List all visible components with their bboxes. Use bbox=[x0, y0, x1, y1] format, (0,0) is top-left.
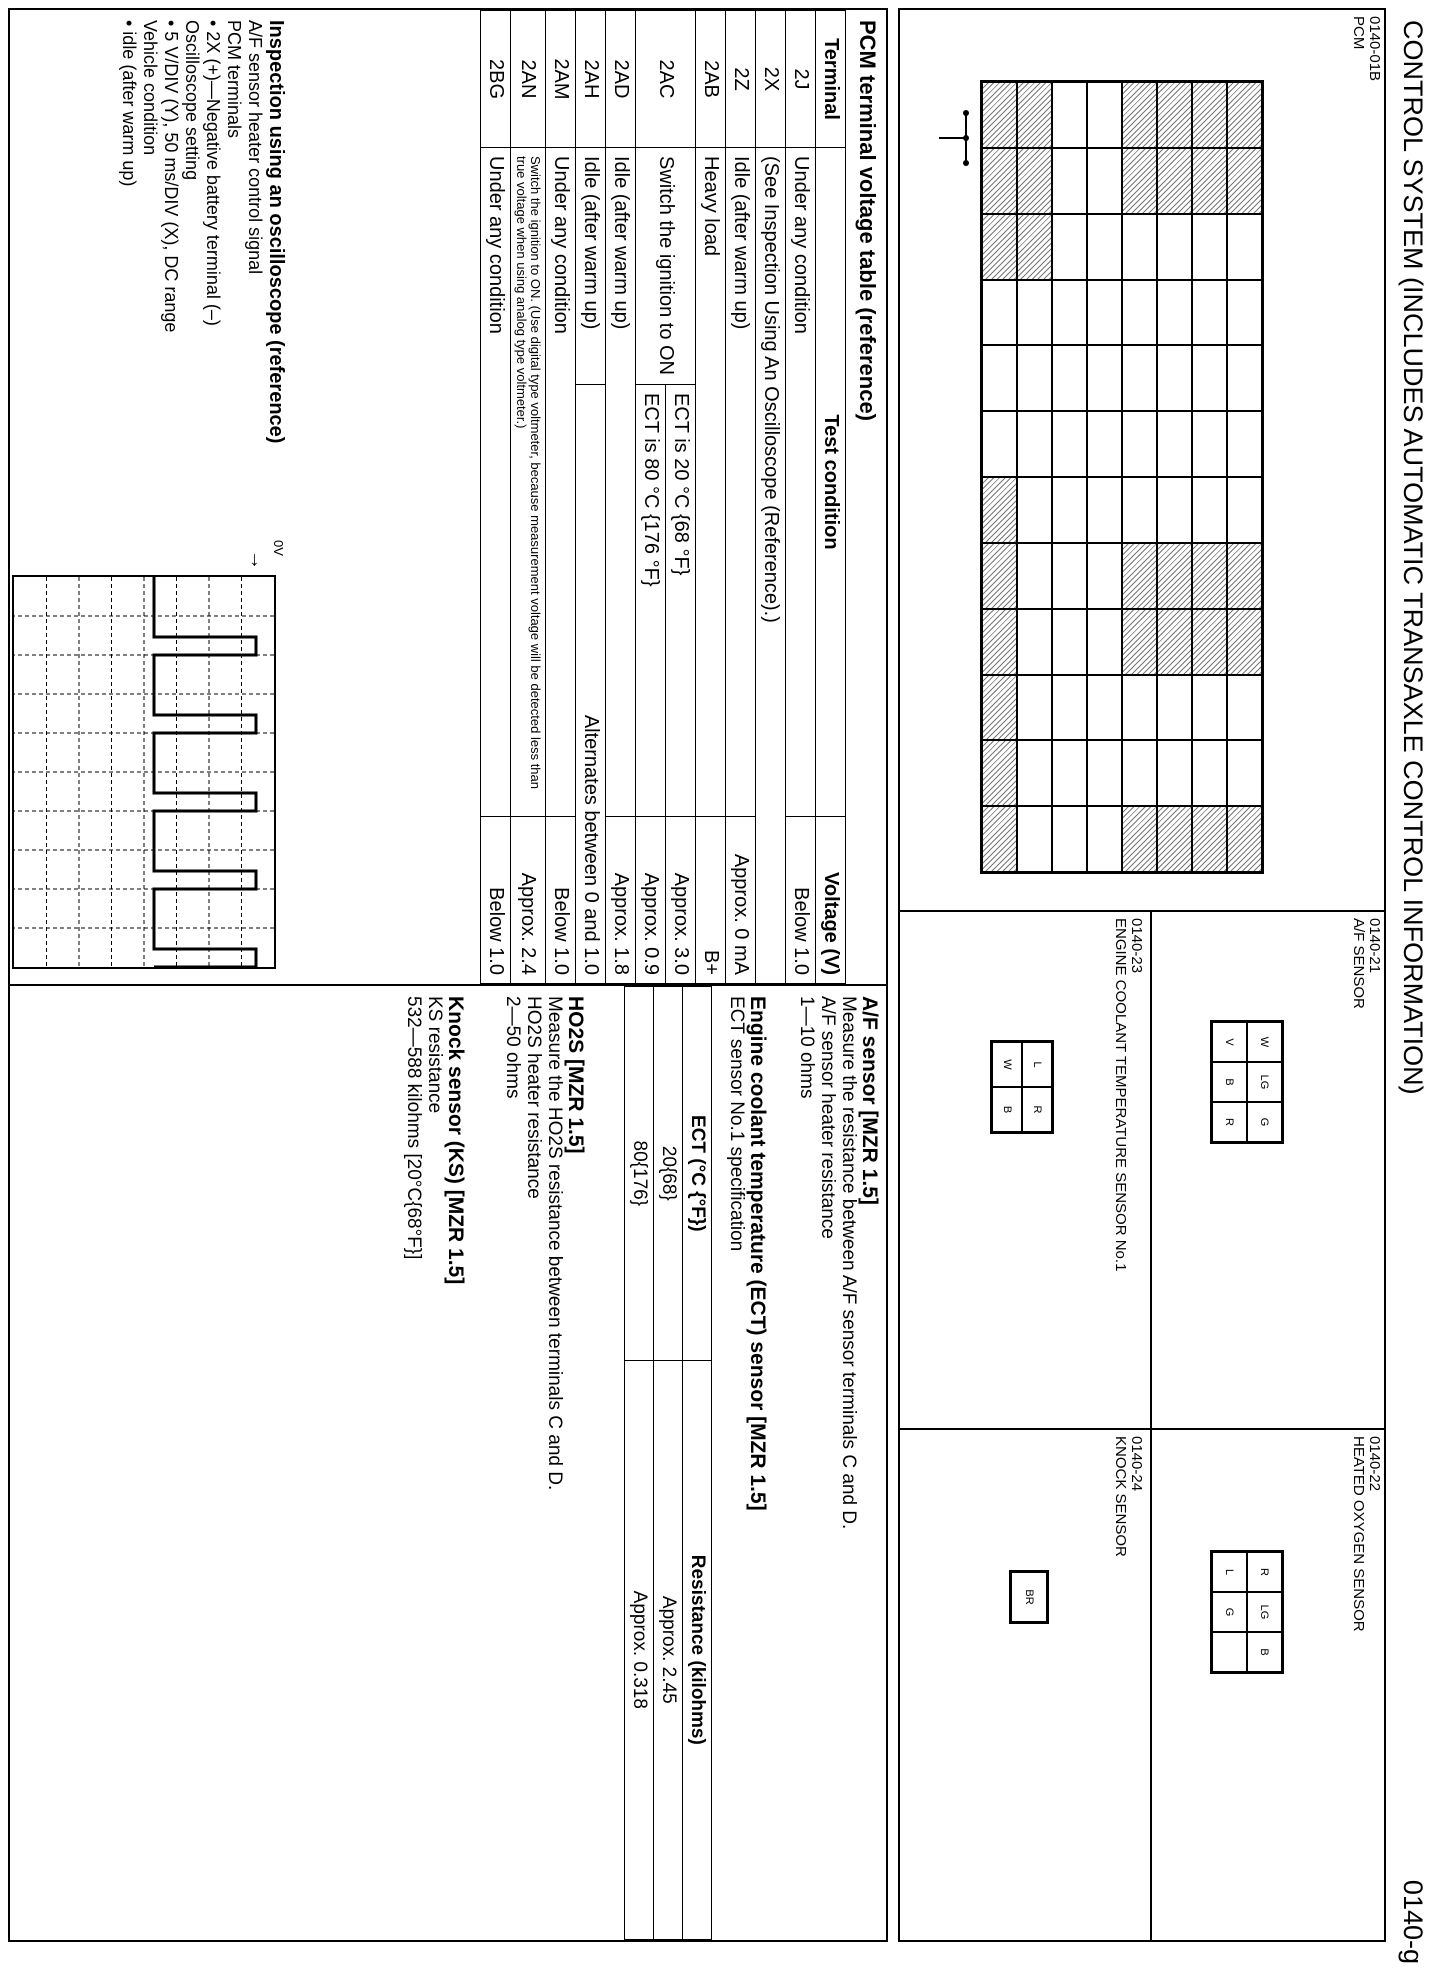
connector-pin bbox=[1122, 82, 1157, 148]
connector-pin: B bbox=[1212, 1062, 1247, 1102]
connector-pin bbox=[982, 609, 1017, 675]
table-row: 2AN Switch the ignition to ON. (Use digital type voltmeter, because measurement voltage will be detected less than true voltage when using analog type voltmeter.) Approx. 2.4 bbox=[511, 11, 546, 984]
table-row: 2BG Under any condition Below 1.0 bbox=[481, 11, 511, 984]
osc-line: Vehicle condition bbox=[140, 20, 160, 156]
connector-pin bbox=[982, 740, 1017, 806]
table-row: 2AB Heavy load B+ bbox=[696, 11, 726, 984]
connector-pin bbox=[1157, 675, 1192, 741]
connector-pin: G bbox=[1247, 1102, 1282, 1142]
connector-pin bbox=[1017, 675, 1052, 741]
connector-pin bbox=[1192, 740, 1227, 806]
connector-pin bbox=[982, 214, 1017, 280]
connector-pin bbox=[1157, 82, 1192, 148]
connector-pin: LG bbox=[1247, 1592, 1282, 1632]
connector-pin bbox=[1017, 806, 1052, 872]
connector-pin bbox=[1227, 675, 1262, 741]
connector-pin bbox=[1087, 345, 1122, 411]
connector-pin bbox=[1052, 214, 1087, 280]
connector-pin bbox=[1122, 675, 1157, 741]
oscilloscope-title: Inspection using an oscilloscope (reference) bbox=[265, 20, 287, 444]
connector-pin bbox=[1157, 345, 1192, 411]
connector-pin bbox=[1052, 280, 1087, 346]
connector-pin bbox=[1017, 214, 1052, 280]
knock-sensor-connector: BR bbox=[1009, 1570, 1049, 1624]
connector-pin: L bbox=[1212, 1552, 1247, 1592]
connector-pin bbox=[1227, 411, 1262, 477]
af-sensor-caption: 0140-21 A/F SENSOR bbox=[1350, 918, 1383, 1009]
connector-pin: B bbox=[992, 1087, 1022, 1132]
connector-pin bbox=[1017, 82, 1052, 148]
connector-pin bbox=[1052, 806, 1087, 872]
arrow-icon: → bbox=[246, 550, 268, 570]
connector-pin: R bbox=[1212, 1102, 1247, 1142]
connector-pin bbox=[1017, 148, 1052, 214]
osc-line: • 2X (+)—Negative battery terminal (–) bbox=[203, 20, 223, 326]
table-row: 2AC Switch the ignition to ON ECT is 20 °C {68 °F} Approx. 3.0 bbox=[666, 11, 696, 984]
connector-pin bbox=[1157, 740, 1192, 806]
connector-pin bbox=[1157, 806, 1192, 872]
connector-pin bbox=[1087, 675, 1122, 741]
table-row: 2AM Under any condition Below 1.0 bbox=[546, 11, 576, 984]
header-ect: ECT (°C {°F}) bbox=[683, 987, 712, 1361]
connector-pin bbox=[1017, 543, 1052, 609]
table-row: ECT is 80 °C {176 °F} Approx. 0.9 bbox=[636, 11, 666, 984]
table-row: 2Z Idle (after warm up) Approx. 0 mA bbox=[726, 11, 756, 984]
connector-pin bbox=[1122, 740, 1157, 806]
connector-pin bbox=[1052, 675, 1087, 741]
connector-pin bbox=[982, 280, 1017, 346]
pcm-voltage-table bbox=[480, 10, 846, 984]
connector-pin bbox=[1087, 806, 1122, 872]
connector-pin bbox=[1227, 740, 1262, 806]
connector-pin bbox=[982, 543, 1017, 609]
header-terminal: Terminal bbox=[816, 11, 846, 148]
connector-pin bbox=[1087, 411, 1122, 477]
connector-pin bbox=[1192, 477, 1227, 543]
connector-pin: V bbox=[1212, 1022, 1247, 1062]
connector-pin bbox=[1227, 806, 1262, 872]
pcm-connector bbox=[980, 80, 1264, 874]
connector-pin bbox=[982, 675, 1017, 741]
osc-line: Oscilloscope setting bbox=[182, 20, 202, 181]
connector-pin bbox=[982, 411, 1017, 477]
knock-sensor-caption: 0140-24 KNOCK SENSOR bbox=[1112, 1436, 1145, 1557]
pcm-bus-symbol bbox=[934, 108, 974, 168]
connector-pin bbox=[1087, 82, 1122, 148]
pcm-voltage-section bbox=[8, 8, 888, 986]
connector-pin bbox=[1122, 345, 1157, 411]
connector-pin bbox=[1157, 477, 1192, 543]
connector-pin bbox=[1017, 740, 1052, 806]
connector-pin bbox=[1192, 675, 1227, 741]
ect-spec: Engine coolant temperature (ECT) sensor [MZR 1.5] ECT sensor No.1 specification bbox=[726, 996, 769, 1511]
af-sensor-connector bbox=[1210, 1020, 1284, 1144]
oscilloscope-section bbox=[118, 20, 286, 580]
connector-pin bbox=[1052, 477, 1087, 543]
connector-pin bbox=[1192, 345, 1227, 411]
connector-pin bbox=[1227, 609, 1262, 675]
connector-pin bbox=[1052, 740, 1087, 806]
connector-pin: W bbox=[1247, 1022, 1282, 1062]
connector-pin bbox=[1017, 345, 1052, 411]
connector-pin bbox=[982, 82, 1017, 148]
connector-pin bbox=[1192, 806, 1227, 872]
connector-pin bbox=[1087, 214, 1122, 280]
connector-pin bbox=[1227, 280, 1262, 346]
ho2s-caption: 0140-22 HEATED OXYGEN SENSOR bbox=[1350, 1436, 1383, 1632]
page-number: 0140-g bbox=[1398, 1879, 1428, 1964]
connector-pin bbox=[1052, 82, 1087, 148]
table-row: 2AH Idle (after warm up) Alternates between 0 and 1.0 bbox=[576, 11, 606, 984]
oscilloscope-waveform bbox=[12, 575, 276, 969]
connector-pin bbox=[1192, 411, 1227, 477]
ho2s-spec: HO2S [MZR 1.5] Measure the HO2S resistance between terminals C and D. HO2S heater resistance 2—50 ohms bbox=[502, 996, 587, 1491]
connector-pin bbox=[982, 477, 1017, 543]
connector-pin bbox=[1122, 280, 1157, 346]
sensor-specs-section bbox=[8, 986, 888, 1942]
header-resistance: Resistance (kilohms) bbox=[683, 1360, 712, 1939]
connector-pin bbox=[1122, 609, 1157, 675]
ect-sensor-connector bbox=[990, 1040, 1054, 1134]
connector-pin bbox=[1157, 609, 1192, 675]
connector-pin bbox=[1017, 609, 1052, 675]
table-row: 2AD Idle (after warm up) Approx. 1.8 bbox=[606, 11, 636, 984]
connector-pin bbox=[1227, 82, 1262, 148]
connector-pin bbox=[1087, 148, 1122, 214]
connector-pin bbox=[1122, 214, 1157, 280]
osc-line: A/F sensor heater control signal bbox=[245, 20, 265, 275]
scope-trace bbox=[154, 577, 256, 967]
osc-line: • 5 V/DIV (Y), 50 ms/DIV (X), DC range bbox=[161, 20, 181, 333]
zero-volt-label: 0V bbox=[271, 540, 286, 556]
connector-pin bbox=[1227, 345, 1262, 411]
connector-pin bbox=[1192, 280, 1227, 346]
connector-pin bbox=[1087, 740, 1122, 806]
connector-pin bbox=[1122, 477, 1157, 543]
connector-pin bbox=[1192, 609, 1227, 675]
table-row: 20{68} Approx. 2.45 bbox=[654, 987, 683, 1940]
connector-pin bbox=[1212, 1632, 1247, 1672]
ect-resistance-table bbox=[624, 986, 712, 1940]
connector-pin bbox=[1052, 609, 1087, 675]
table-row: 2J Under any condition Below 1.0 bbox=[786, 11, 816, 984]
connector-pin bbox=[982, 806, 1017, 872]
connector-pin bbox=[1087, 609, 1122, 675]
connector-pin bbox=[982, 345, 1017, 411]
af-spec: A/F sensor [MZR 1.5] Measure the resistance between A/F sensor terminals C and D. A/F sensor heater resistance 1—10 ohms bbox=[796, 996, 881, 1530]
connector-pin bbox=[1227, 543, 1262, 609]
table-row: 80{176} Approx. 0.318 bbox=[625, 987, 654, 1940]
connector-pin bbox=[982, 148, 1017, 214]
pcm-connector-caption: 0140-01B PCM bbox=[1350, 16, 1383, 82]
ks-spec: Knock sensor (KS) [MZR 1.5] KS resistance 532—588 kilohms [20°C{68°F}] bbox=[403, 996, 467, 1285]
connector-pin bbox=[1052, 148, 1087, 214]
connector-pin bbox=[1227, 148, 1262, 214]
ect-sensor-caption: 0140-23 ENGINE COOLANT TEMPERATURE SENSOR No.1 bbox=[1112, 918, 1145, 1272]
connector-pin bbox=[1227, 214, 1262, 280]
connector-pin: L bbox=[1022, 1042, 1052, 1087]
connector-pin bbox=[1157, 411, 1192, 477]
table-row: 2X (See Inspection Using An Oscilloscope (Reference).) bbox=[756, 11, 786, 984]
connector-pin bbox=[1052, 411, 1087, 477]
header-condition: Test condition bbox=[816, 148, 846, 817]
connector-pin: LG bbox=[1247, 1062, 1282, 1102]
osc-line: PCM terminals bbox=[224, 20, 244, 139]
page-title: CONTROL SYSTEM (INCLUDES AUTOMATIC TRANSAXLE CONTROL INFORMATION) bbox=[1398, 20, 1428, 1095]
connector-pin bbox=[1157, 214, 1192, 280]
connector-pin bbox=[1052, 345, 1087, 411]
connector-pin: G bbox=[1212, 1592, 1247, 1632]
connector-pin bbox=[1157, 543, 1192, 609]
connector-pin bbox=[1192, 214, 1227, 280]
connector-pin bbox=[1227, 477, 1262, 543]
connector-pin bbox=[1192, 543, 1227, 609]
connector-pin bbox=[1052, 543, 1087, 609]
connector-pin bbox=[1192, 82, 1227, 148]
connector-pin bbox=[1087, 280, 1122, 346]
ho2s-connector bbox=[1210, 1550, 1284, 1674]
osc-line: • idle (after warm up) bbox=[119, 20, 139, 187]
connector-pin bbox=[1157, 148, 1192, 214]
pcm-table-title: PCM terminal voltage table (reference) bbox=[855, 20, 880, 422]
connector-pin bbox=[1017, 411, 1052, 477]
connector-diagram-panel bbox=[898, 8, 1386, 1942]
connector-pin: R bbox=[1022, 1087, 1052, 1132]
connector-pin: B bbox=[1247, 1632, 1282, 1672]
connector-pin bbox=[1087, 543, 1122, 609]
connector-pin bbox=[1017, 280, 1052, 346]
connector-pin bbox=[1122, 148, 1157, 214]
connector-pin bbox=[1192, 148, 1227, 214]
connector-pin: W bbox=[992, 1042, 1022, 1087]
connector-pin: R bbox=[1247, 1552, 1282, 1592]
connector-pin bbox=[1017, 477, 1052, 543]
connector-pin bbox=[1122, 411, 1157, 477]
connector-pin bbox=[1122, 806, 1157, 872]
header-voltage: Voltage (V) bbox=[816, 817, 846, 984]
connector-pin bbox=[1157, 280, 1192, 346]
connector-pin bbox=[1087, 477, 1122, 543]
connector-pin bbox=[1122, 543, 1157, 609]
